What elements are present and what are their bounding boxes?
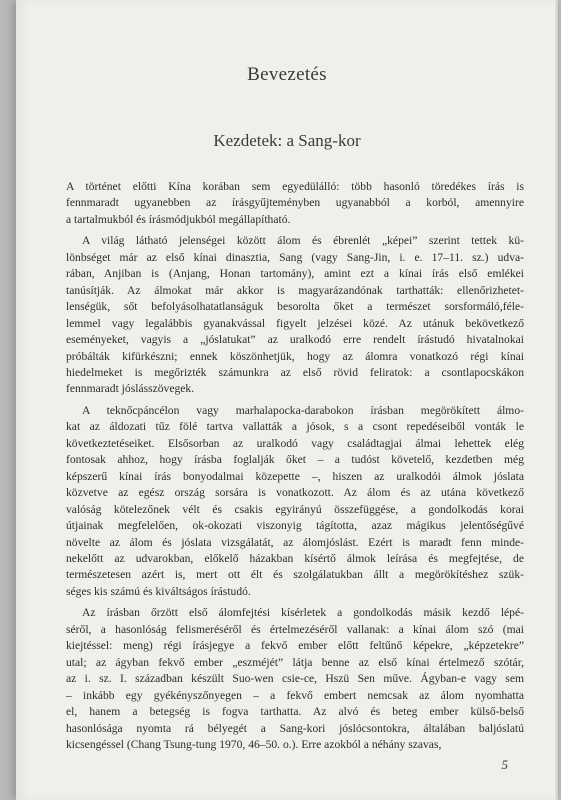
text-line: el, hanem a betegség is fogva tarthatta. Az alvó és beteg ember külső-belső (66, 705, 524, 719)
text-line: következtetéseiket. Elsősorban az uralkodó vagy családtagjai álmai lehettek elég (66, 436, 524, 450)
text-line: útjainak megfelelően, ok-okozati viszonyig tágította, azaz mágikus jelentőségűvé (66, 519, 524, 533)
paragraph (66, 605, 524, 753)
book-page (16, 0, 558, 800)
text-line: közvetve az egész ország sorsára is vonatkozott. Az álom és az utána következő (66, 486, 524, 500)
paragraph (66, 403, 524, 600)
text-line: Az írásban őrzött első álomfejtési kísérletek a gondolkodás másik kezdő lépé- (82, 606, 524, 620)
page-edge (555, 0, 558, 800)
chapter-title: Bevezetés (247, 64, 327, 85)
section-title: Kezdetek: a Sang-kor (213, 131, 361, 150)
text-line: fontosak ahhoz, hogy írásba foglalják őket – a tudóst követelő, kezdetben még (66, 453, 524, 467)
text-line: képszerű kínai írás bonyodalmai közepette –, hiszen az uralkodói álmok jóslata (66, 469, 524, 483)
text-line: kiejtéssel: meng) régi írásjegye a fekvő ember előtt feltűnő képekre, „képzetekre” (66, 639, 524, 653)
text-line: lönbséget már az első kínai dinasztia, Sang (vagy Sang-Jin, i. e. 17–11. sz.) udva- (66, 250, 524, 264)
text-line: növelte az álom és jóslata vizsgálatát, az álomjóslást. Ezért is maradt fenn minde- (66, 535, 524, 549)
text-line: rában, Anjiban is (Anjang, Honan tartomány), amint ezt a kínai írás első emlékei (66, 267, 524, 281)
text-line: A teknőcpáncélon vagy marhalapocka-darabokon írásban megörökített álmo- (82, 403, 524, 417)
text-line: az i. sz. I. században készült Suo-wen csie-ce, Hszü Sen műve. Ágyban-e vagy sem (66, 672, 524, 686)
paragraph (66, 233, 524, 398)
page-number: 5 (501, 757, 508, 772)
text-line: hiedelmeket is megőrizték számunkra az első rövid feliratok: a csontlapocskákon (66, 365, 524, 379)
text-line: lenségük, sőt befolyásolhatatlanságuk besorolta őket a természet sorsformáló,féle- (66, 300, 524, 314)
text-line: a tartalmukból és írásmódjukból megállapítható. (66, 212, 291, 226)
text-line: A világ látható jelenségei között álom és ébrenlét „képei” szerint tettek kü- (82, 234, 524, 248)
text-line: eseményeket, vagyis a „jóslatukat” az uralkodó erre rendelt írástudó hivatalnokai (66, 333, 524, 347)
text-line: lemmel vagy legalábbis gyanakvással figyelt jelzései közé. Az utánuk bekövetkező (66, 316, 524, 330)
text-line: tanúsítják. Az álmokat már akkor is magyarázandónak tarthatták: ellenőrizhetet- (66, 283, 524, 297)
text-line: próbálták kifürkészni; ennek köszönhetjük, hogy az álomra vonatkozó régi kínai (66, 349, 524, 363)
text-line: – inkább egy gyékényszőnyegen – a fekvő embert nemcsak az álom nyomhatta (66, 688, 524, 702)
text-line: fennmaradt jóslásszövegek. (66, 382, 195, 396)
text-line: utal; az ágyban fekvő ember „eszméjét” látja benne az első kínai értelmező szótár, (66, 655, 524, 669)
text-line: természetesen azért is, mert ott élt és szolgálatukban állt a megörökítéshez szük- (66, 568, 524, 582)
text-line: fennmaradt ugyanebben az írásgyűjteményben ugyanabból a korból, amennyire (66, 196, 524, 210)
text-line: hasonlósága nyomta rá bélyegét a Sang-kori jóslócsontokra, általában baljóslatú (66, 721, 524, 735)
text-line: valóság kötelezőnek vélt és csakis egyirányú összefüggése, a gondolkodás korai (66, 502, 524, 516)
text-line: séges kis számú és kiváltságos írástudó. (66, 584, 251, 598)
text-line: A történet előtti Kína korában sem egyedülálló: több hasonló töredékes írás is (66, 180, 524, 193)
text-line: nekelőtt az udvarokban, előkelő házakban kísértő álmok leírása és megfejtése, de (66, 551, 524, 565)
paragraph (66, 179, 524, 228)
text-line: kicsengéssel (Chang Tsung-tung 1970, 46–50. o.). Erre azokból a néhány szavas, (66, 737, 442, 751)
body-text (66, 179, 524, 758)
text-line: séről, a hasonlóság felismeréséről és értelmezéséről vallanak: a kínai álom szó (mai (66, 622, 524, 636)
text-line: kat az áldozati tűz fölé tartva vallatták a jósok, s a csont repedéseiből vonták le (66, 420, 524, 434)
